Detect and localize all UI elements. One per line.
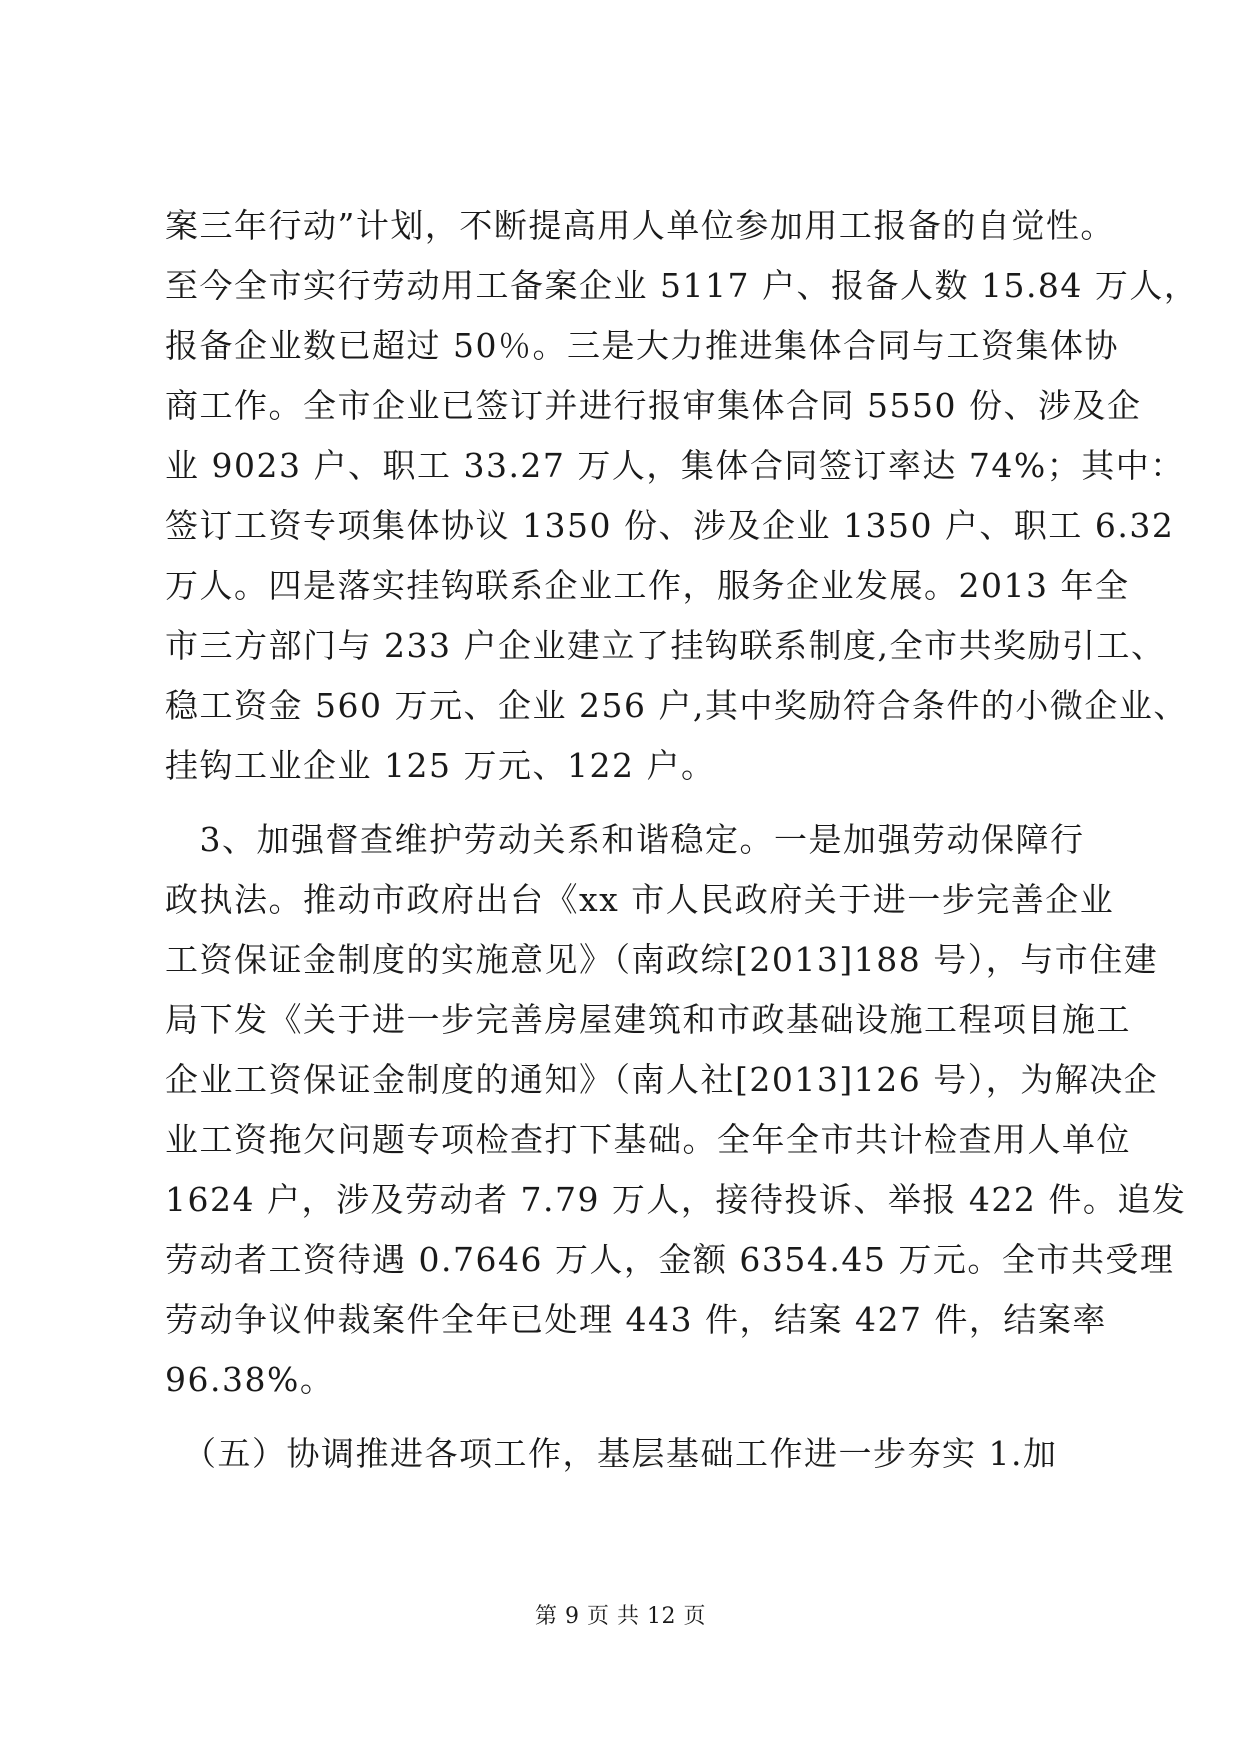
text-line: 稳工资金 560 万元、企业 256 户,其中奖励符合条件的小微企业、 [165, 686, 1188, 725]
text-line: 政执法。推动市政府出台《xx 市人民政府关于进一步完善企业 [165, 880, 1115, 919]
text-line: 挂钩工业企业 125 万元、122 户。 [165, 746, 716, 785]
text-line: 案三年行动”计划，不断提高用人单位参加用工报备的自觉性。 [165, 206, 1115, 245]
text-line: 签订工资专项集体协议 1350 份、涉及企业 1350 户、职工 6.32 [165, 506, 1175, 545]
text-line: 市三方部门与 233 户企业建立了挂钩联系制度,全市共奖励引工、 [165, 626, 1166, 665]
text-line: 至今全市实行劳动用工备案企业 5117 户、报备人数 15.84 万人， [165, 266, 1199, 305]
text-line: 万人。四是落实挂钩联系企业工作，服务企业发展。2013 年全 [165, 566, 1130, 605]
text-line: 1624 户，涉及劳动者 7.79 万人，接待投诉、举报 422 件。追发 [165, 1180, 1187, 1219]
text-line: 96.38%。 [165, 1360, 335, 1399]
text-line: （五）协调推进各项工作，基层基础工作进一步夯实 1.加 [165, 1434, 1058, 1473]
page-number-footer: 第 9 页 共 12 页 [535, 1604, 706, 1629]
text-line: 业工资拖欠问题专项检查打下基础。全年全市共计检查用人单位 [165, 1120, 1131, 1159]
text-line: 报备企业数已超过 50％。三是大力推进集体合同与工资集体协 [165, 326, 1119, 365]
text-line: 劳动者工资待遇 0.7646 万人，金额 6354.45 万元。全市共受理 [165, 1240, 1175, 1279]
text-line: 3、加强督查维护劳动关系和谐稳定。一是加强劳动保障行 [165, 820, 1085, 859]
text-line: 商工作。全市企业已签订并进行报审集体合同 5550 份、涉及企 [165, 386, 1142, 425]
text-line: 业 9023 户、职工 33.27 万人，集体合同签订率达 74%；其中： [165, 446, 1185, 485]
text-line: 工资保证金制度的实施意见》（南政综[2013]188 号），与市住建 [165, 940, 1159, 979]
text-line: 企业工资保证金制度的通知》（南人社[2013]126 号），为解决企 [165, 1060, 1159, 1099]
text-line: 劳动争议仲裁案件全年已处理 443 件，结案 427 件，结案率 [165, 1300, 1107, 1339]
text-line: 局下发《关于进一步完善房屋建筑和市政基础设施工程项目施工 [165, 1000, 1131, 1039]
